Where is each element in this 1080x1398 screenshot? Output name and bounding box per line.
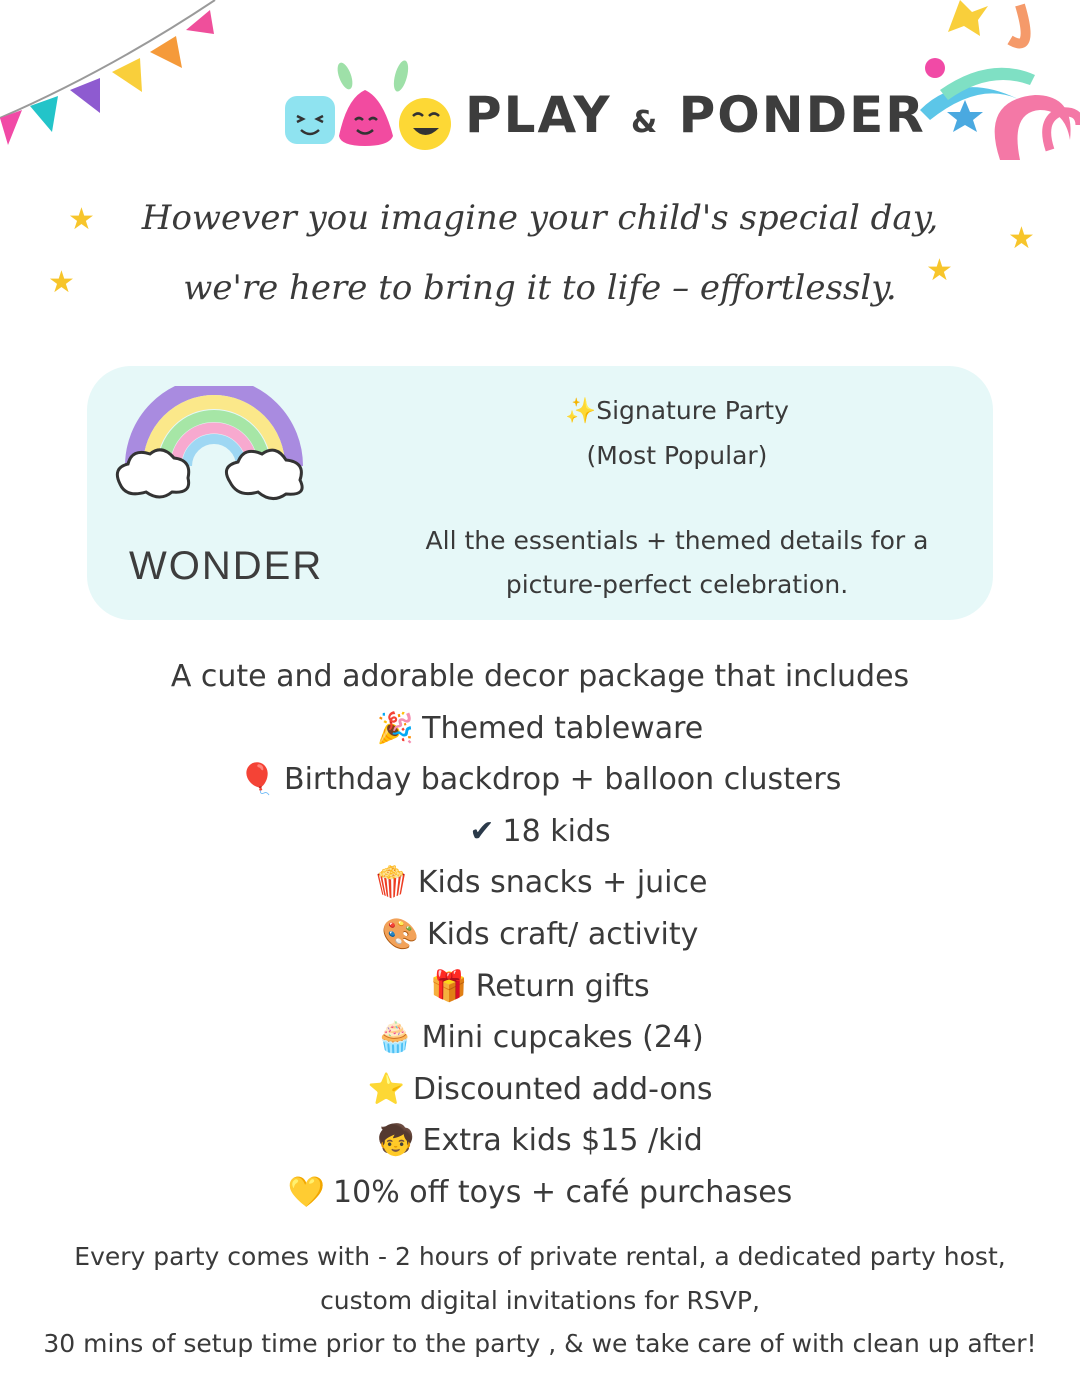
list-item-text: Extra kids $15 /kid [422,1123,703,1159]
package-name: WONDER [129,544,324,588]
list-item-text: Birthday backdrop + balloon clusters [283,762,842,798]
brand-logo [283,58,926,158]
list-item [0,1068,1080,1120]
balloon-icon: 🎈 [238,762,276,798]
list-item [0,965,1080,1017]
star-icon: ⭐ [367,1071,405,1107]
package-description-line1: All the essentials + themed details for a [425,526,929,555]
list-item [0,1171,1080,1223]
includes-intro: A cute and adorable decor package that includes [170,659,910,694]
yellow-heart-icon: 💛 [287,1174,326,1210]
brand-mascots-icon [283,58,463,158]
list-item [0,707,1080,759]
list-item-text: 18 kids [502,813,611,849]
bunting-decoration [0,0,230,160]
list-item [0,861,1080,913]
list-item [0,810,1080,862]
list-item [0,1016,1080,1068]
package-description-line2: picture-perfect celebration. [505,570,849,599]
footer-line3: 30 mins of setup time prior to the party , & we take care of with clean up after! [43,1329,1037,1358]
list-item-text: Themed tableware [422,710,704,746]
party-popper-icon: 🎉 [376,710,415,746]
brand-ampersand: & [631,105,660,140]
brand-name-part2: PONDER [678,86,926,144]
list-item-text: 10% off toys + café purchases [333,1174,793,1210]
list-item-text: Discounted add-ons [412,1071,713,1107]
package-badge: (Most Popular) [586,441,768,470]
brand-name [465,86,926,144]
list-item [0,758,1080,810]
gift-icon: 🎁 [430,968,468,1004]
includes-list [0,655,1080,1223]
package-tier: ✨Signature Party [565,396,789,425]
tagline-line2: we're here to bring it to life – effortlessly. [183,268,897,308]
list-item [0,1119,1080,1171]
brand-name-part1: PLAY [465,86,612,144]
star-icon: ★ [68,202,95,237]
star-icon: ★ [926,253,953,288]
list-item-text: Return gifts [475,968,650,1004]
confetti-decoration [860,0,1080,170]
package-card [87,366,993,620]
footer-line2: custom digital invitations for RSVP, [320,1286,760,1315]
popcorn-icon: 🍿 [372,865,410,901]
star-icon: ★ [48,265,75,300]
rainbow-icon [112,386,317,506]
checkmark-icon: ✔ [469,813,495,849]
palette-icon: 🎨 [381,916,419,952]
cupcake-icon: 🧁 [376,1020,414,1056]
list-item-text: Mini cupcakes (24) [421,1020,704,1056]
list-item-text: Kids snacks + juice [417,865,708,901]
tagline-line1: However you imagine your child's special day, [141,198,939,238]
list-item [0,913,1080,965]
star-icon: ★ [1008,221,1035,256]
footer-line1: Every party comes with - 2 hours of private rental, a dedicated party host, [74,1242,1006,1271]
child-icon: 🧒 [377,1123,415,1159]
list-item-text: Kids craft/ activity [426,916,699,952]
